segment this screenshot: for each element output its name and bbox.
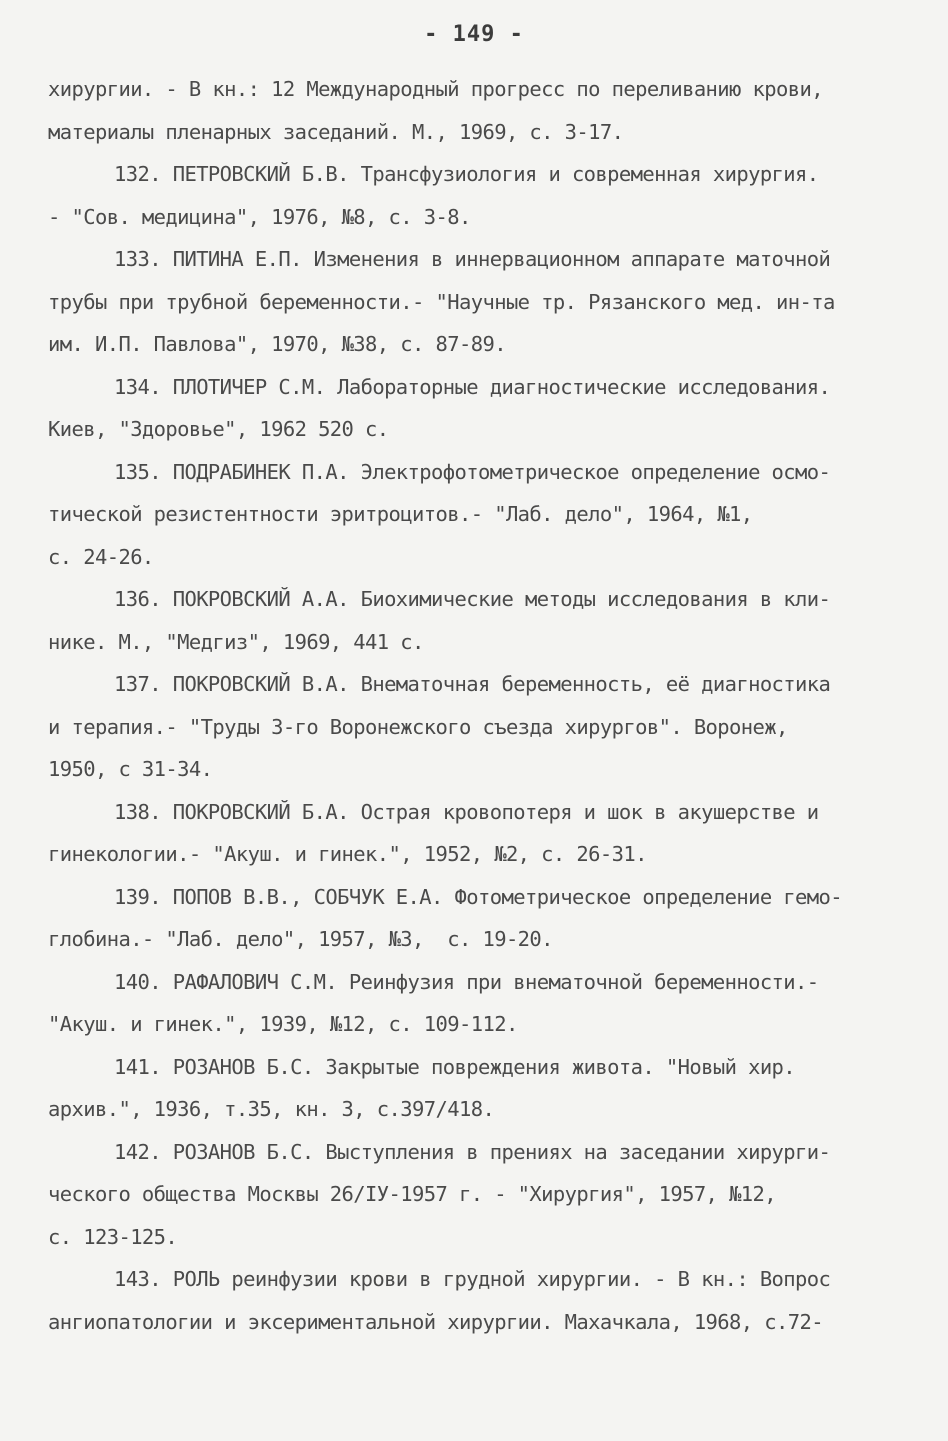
bibliography-line: "Акуш. и гинек.", 1939, №12, с. 109-112. xyxy=(48,1012,518,1036)
bibliography-line: Киев, "Здоровье", 1962 520 с. xyxy=(48,417,389,441)
bibliography-entry-start: 132. ПЕТРОВСКИЙ Б.В. Трансфузиология и современная хирургия. xyxy=(114,162,819,186)
bibliography-line: ангиопатологии и эксериментальной хирургии. Махачкала, 1968, с.72- xyxy=(48,1309,823,1334)
bibliography-entry-start: 138. ПОКРОВСКИЙ Б.А. Острая кровопотеря и шок в акушерстве и xyxy=(114,799,819,824)
bibliography-line: - "Сов. медицина", 1976, №8, с. 3-8. xyxy=(48,204,471,229)
bibliography-line: трубы при трубной беременности.- "Научные тр. Рязанского мед. ин-та xyxy=(48,289,835,314)
bibliography-line: и терапия.- "Труды 3-го Воронежского съезда хирургов". Воронеж, xyxy=(48,714,788,739)
bibliography-entry-start: 140. РАФАЛОВИЧ С.М. Реинфузия при внематочной беременности.- xyxy=(114,969,819,994)
bibliography-line: нике. М., "Медгиз", 1969, 441 с. xyxy=(48,629,424,654)
bibliography-text xyxy=(48,68,908,1343)
bibliography-line: гинекологии.- "Акуш. и гинек.", 1952, №2, с. 26-31. xyxy=(48,842,647,866)
bibliography-entry-start: 136. ПОКРОВСКИЙ А.А. Биохимические методы исследования в кли- xyxy=(114,587,831,611)
bibliography-entry-start: 143. РОЛЬ реинфузии крови в грудной хирургии. - В кн.: Вопрос xyxy=(114,1267,831,1291)
bibliography-entry-start: 139. ПОПОВ В.В., СОБЧУК Е.А. Фотометрическое определение гемо- xyxy=(114,884,843,909)
bibliography-entry-start: 137. ПОКРОВСКИЙ В.А. Внематочная беременность, её диагностика xyxy=(114,672,831,696)
bibliography-line: хирургии. - В кн.: 12 Международный прогресс по переливанию крови, xyxy=(48,77,823,101)
bibliography-line: с. 123-125. xyxy=(48,1224,178,1249)
bibliography-line: глобина.- "Лаб. дело", 1957, №3, с. 19-20. xyxy=(48,927,553,951)
bibliography-entry-start: 142. РОЗАНОВ Б.С. Выступления в прениях на заседании хирурги- xyxy=(114,1139,831,1164)
bibliography-entry-start: 133. ПИТИНА Е.П. Изменения в иннервационном аппарате маточной xyxy=(114,247,831,271)
bibliography-line: тической резистентности эритроцитов.- "Лаб. дело", 1964, №1, xyxy=(48,502,753,526)
bibliography-line: им. И.П. Павлова", 1970, №38, с. 87-89. xyxy=(48,332,506,356)
bibliography-line: с. 24-26. xyxy=(48,544,154,569)
bibliography-line: архив.", 1936, т.35, кн. 3, с.397/418. xyxy=(48,1097,495,1121)
bibliography-line: ческого общества Москвы 26/IУ-1957 г. - "Хирургия", 1957, №12, xyxy=(48,1182,777,1206)
bibliography-entry-start: 135. ПОДРАБИНЕК П.А. Электрофотометрическое определение осмо- xyxy=(114,459,831,484)
page-number: - 149 - xyxy=(424,22,524,47)
bibliography-entry-start: 134. ПЛОТИЧЕР С.М. Лабораторные диагностические исследования. xyxy=(114,374,831,399)
bibliography-line: материалы пленарных заседаний. М., 1969, с. 3-17. xyxy=(48,119,624,144)
bibliography-line: 1950, с 31-34. xyxy=(48,757,213,781)
bibliography-entry-start: 141. РОЗАНОВ Б.С. Закрытые повреждения живота. "Новый хир. xyxy=(114,1054,796,1079)
